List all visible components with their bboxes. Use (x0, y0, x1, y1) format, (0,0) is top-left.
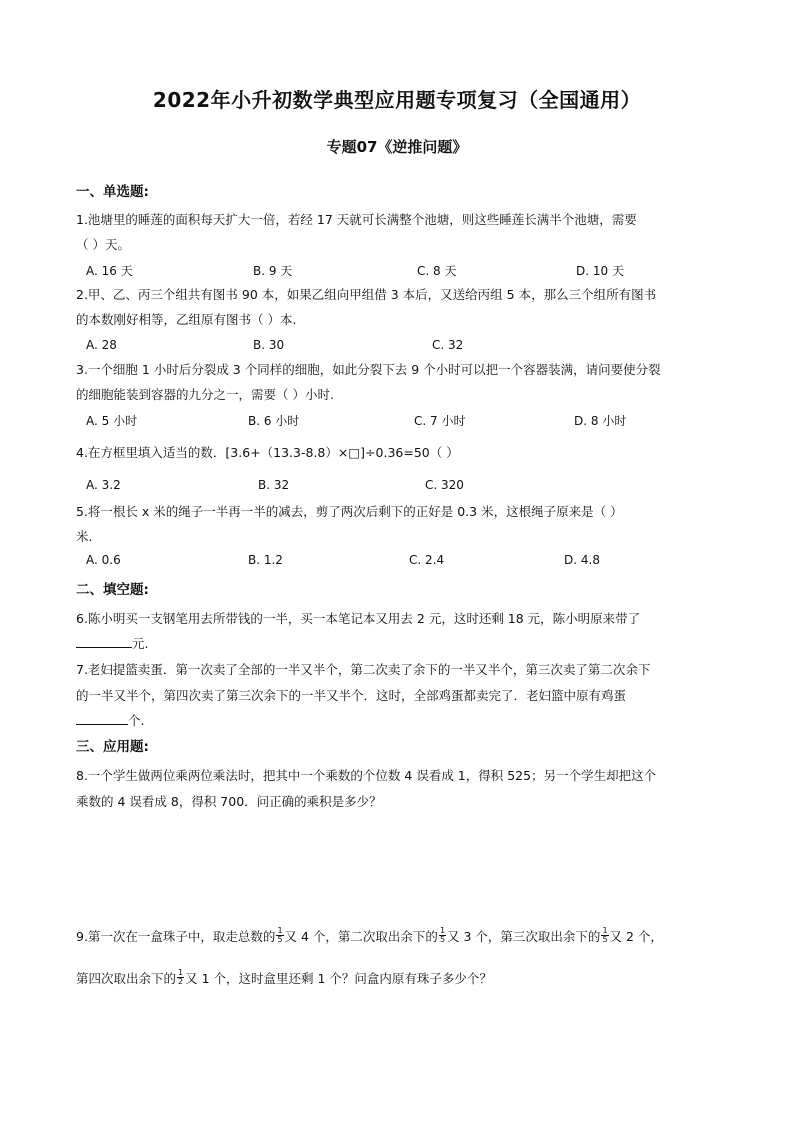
question-3-option-a: A. 5 小时 (86, 414, 138, 428)
question-7-text-cont: 的一半又半个，第四次卖了第三次余下的一半又半个．这时，全部鸡蛋都卖完了．老妇篮中原有鸡蛋 (76, 688, 627, 703)
page-subtitle: 专题07《逆推问题》 (326, 138, 468, 156)
question-4-option-c: C. 320 (425, 478, 464, 492)
question-5-option-b: B. 1.2 (248, 553, 283, 567)
question-5-option-a: A. 0.6 (86, 553, 121, 567)
question-3-option-c: C. 7 小时 (414, 414, 466, 428)
question-3-text: 3.一个细胞 1 小时后分裂成 3 个同样的细胞，如此分裂下去 9 个小时可以把一个容器装满，请问要使分裂 (76, 362, 661, 377)
question-6-answer-line (76, 632, 148, 656)
fraction-one-fifth: $\frac{1}{5}$ (439, 926, 446, 944)
question-7-answer-line (76, 709, 144, 733)
question-5-option-c: C. 2.4 (409, 553, 445, 567)
answer-blank[interactable] (76, 710, 128, 725)
question-1-text-cont: （ ）天。 (76, 237, 130, 252)
question-9-text-cont: 第四次取出余下的 $\frac{1}{2}$ 又 1 个，这时盒里还剩 1 个？问盒内原有珠子多少个？ (76, 968, 492, 986)
question-6-text: 6.陈小明买一支钢笔用去所带钱的一半，买一本笔记本又用去 2 元，这时还剩 18 元，陈小明原来带了 (76, 611, 641, 626)
question-5-option-d: D. 4.8 (564, 553, 600, 567)
question-6-unit: 元. (132, 636, 149, 651)
section-heading-application: 三、应用题: (76, 739, 149, 755)
question-1-option-d: D. 10 天 (576, 264, 624, 278)
question-3-option-b: B. 6 小时 (248, 414, 300, 428)
question-2-text-cont: 的本数刚好相等，乙组原有图书（ ）本. (76, 312, 297, 327)
question-5-text: 5.将一根长 x 米的绳子一半再一半的减去，剪了两次后剩下的正好是 0.3 米，这根绳子原来是（ ） (76, 504, 623, 519)
question-4-option-a: A. 3.2 (86, 478, 121, 492)
question-1-text: 1.池塘里的睡莲的面积每天扩大一倍，若经 17 天就可长满整个池塘，则这些睡莲长满半个池塘，需要 (76, 212, 637, 227)
question-8-text-cont: 乘数的 4 误看成 8，得积 700．问正确的乘积是多少？ (76, 794, 382, 809)
question-7-text: 7.老妇提篮卖蛋．第一次卖了全部的一半又半个，第二次卖了余下的一半又半个，第三次卖了第二次余下 (76, 662, 651, 677)
question-1-option-b: B. 9 天 (253, 264, 293, 278)
section-heading-single-choice: 一、单选题: (76, 184, 149, 200)
question-3-text-cont: 的细胞能装到容器的九分之一，需要（ ）小时. (76, 387, 334, 402)
fraction-one-fifth: $\frac{1}{5}$ (602, 926, 608, 944)
question-9-text: 9.第一次在一盒珠子中，取走总数的 $\frac{1}{5}$ 又 4 个，第二次取出余下的 $\frac{1}{5}$ 又 3 个，第三次取出余下的 $\frac{1}{5}$ 又 2 个， (76, 926, 663, 944)
answer-blank[interactable] (76, 633, 132, 648)
question-2-option-b: B. 30 (253, 338, 285, 352)
fraction-one-half: $\frac{1}{2}$ (178, 968, 184, 986)
question-4-option-b: B. 32 (258, 478, 290, 492)
fraction-one-fifth: $\frac{1}{5}$ (277, 926, 283, 944)
question-1-option-a: A. 16 天 (86, 264, 133, 278)
question-4-text: 4.在方框里填入适当的数．[3.6+（13.3-8.8）×□]÷0.36=50（ ） (76, 445, 459, 460)
page-title: 2022年小升初数学典型应用题专项复习（全国通用） (152, 88, 642, 112)
question-7-unit: 个. (128, 713, 145, 728)
question-2-option-c: C. 32 (432, 338, 464, 352)
question-8-text: 8.一个学生做两位乘两位乘法时，把其中一个乘数的个位数 4 误看成 1，得积 525；另一个学生却把这个 (76, 768, 657, 783)
question-5-text-cont: 米. (76, 529, 93, 544)
question-2-option-a: A. 28 (86, 338, 117, 352)
section-heading-fill-blank: 二、填空题: (76, 582, 149, 598)
question-3-option-d: D. 8 小时 (574, 414, 627, 428)
question-1-option-c: C. 8 天 (417, 264, 457, 278)
question-2-text: 2.甲、乙、丙三个组共有图书 90 本，如果乙组向甲组借 3 本后，又送给丙组 5 本，那么三个组所有图书 (76, 287, 657, 302)
